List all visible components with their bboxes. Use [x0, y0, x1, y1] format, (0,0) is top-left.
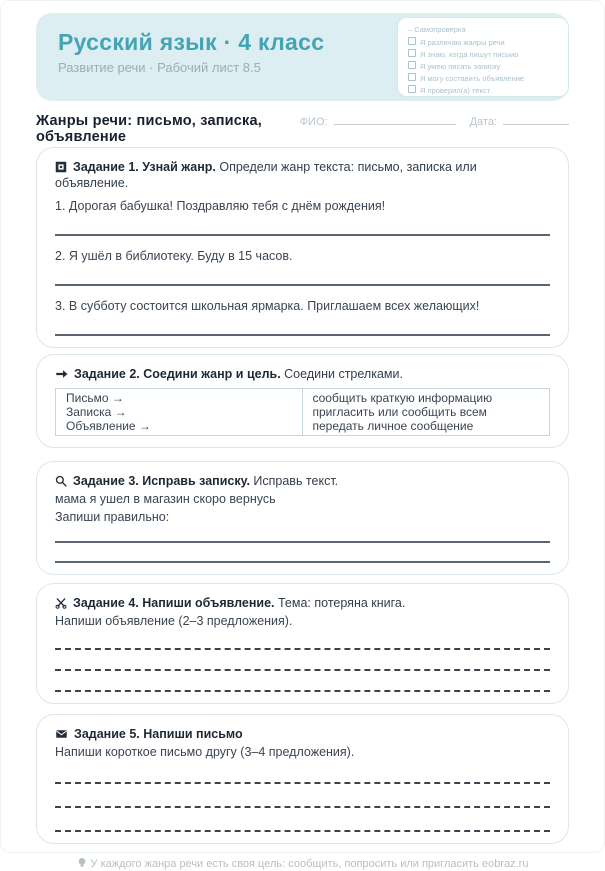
selfcheck-item [408, 85, 558, 97]
match-left-item[interactable]: Объявление → [66, 419, 151, 433]
selfcheck-item-label: Я знаю, когда пишут письмо [420, 50, 519, 59]
match-left-item[interactable]: Записка → [66, 405, 127, 419]
task-5-header [55, 726, 550, 742]
task-title: Задание 2. Соедини жанр и цель. [74, 367, 285, 381]
task-1-header [55, 159, 550, 191]
task-desc: Исправь текст. [253, 474, 339, 488]
prompt-text: Напиши короткое письмо другу (3–4 предложения). [55, 745, 355, 759]
selfcheck-item-label: Я различаю жанры речи [420, 38, 505, 47]
match-right-column [303, 389, 550, 435]
task-1-item: 1. Дорогая бабушка! Поздравляю тебя с днём рождения! [55, 199, 386, 213]
write-line-dashed[interactable] [55, 669, 550, 671]
task-title: Задание 3. Исправь записку. [73, 474, 254, 488]
write-line-dashed[interactable] [55, 690, 550, 692]
meta-fields [300, 113, 569, 128]
task-2-header [55, 366, 550, 382]
task-title: Задание 4. Напиши объявление. [73, 596, 278, 610]
page-title: Русский язык · 4 класс [58, 29, 325, 55]
answer-line[interactable] [55, 561, 550, 563]
fio-label: ФИО: [299, 116, 328, 128]
lightbulb-icon [77, 857, 87, 869]
task-title: Задание 5. Напиши письмо [74, 727, 243, 741]
task-desc: Определи жанр текста: письмо, записка или объявление. [55, 160, 477, 190]
task-desc: Соедини стрелками. [284, 367, 403, 381]
selfcheck-item-label: Я могу составить объявление [420, 74, 525, 83]
match-right-item[interactable]: сообщить краткую информацию [312, 391, 493, 405]
footer-note [36, 857, 569, 871]
task-4-header [55, 595, 550, 611]
answer-line[interactable] [55, 284, 550, 286]
task-card-1 [36, 147, 569, 348]
meta-row [36, 113, 569, 145]
prompt-text: Напиши объявление (2–3 предложения). [55, 614, 293, 628]
note-text: мама я ушел в магазин скоро вернусь [55, 492, 276, 506]
match-right-item[interactable]: передать личное сообщение [312, 419, 474, 433]
task-desc: Тема: потеряна книга. [278, 596, 406, 610]
checkbox-icon[interactable] [408, 85, 416, 93]
filled-square-icon [55, 161, 67, 173]
footer-text: У каждого жанра речи есть своя цель: сообщить, попросить или пригласить [90, 858, 479, 870]
page-subtitle: Развитие речи · Рабочий лист 8.5 [58, 60, 261, 75]
task-1-item: 3. В субботу состоится школьная ярмарка. Приглашаем всех желающих! [55, 299, 480, 313]
task-1-item: 2. Я ушёл в библиотеку. Буду в 15 часов. [55, 249, 293, 263]
selfcheck-card [397, 17, 569, 97]
write-line-dashed[interactable] [55, 830, 550, 832]
checkbox-icon[interactable] [408, 49, 416, 57]
task-3-header [55, 473, 550, 489]
selfcheck-item [408, 49, 558, 61]
answer-line[interactable] [55, 234, 550, 236]
arrow-right-icon [55, 368, 68, 380]
selfcheck-item [408, 73, 558, 85]
write-line-dashed[interactable] [55, 806, 550, 808]
write-line-dashed[interactable] [55, 782, 550, 784]
header-card [36, 13, 569, 101]
write-line-dashed[interactable] [55, 648, 550, 650]
checkbox-icon[interactable] [408, 73, 416, 81]
fio-line[interactable] [334, 113, 456, 125]
answer-line[interactable] [55, 541, 550, 543]
selfcheck-title: – Самопроверка [408, 25, 466, 34]
selfcheck-item-label: Я проверил(а) текст [420, 86, 491, 95]
match-right-item[interactable]: пригласить или сообщить всем [312, 405, 487, 419]
selfcheck-item [408, 61, 558, 73]
checkbox-icon[interactable] [408, 61, 416, 69]
magnifier-icon [55, 475, 67, 487]
selfcheck-item [408, 37, 558, 49]
task-card-2 [36, 354, 569, 448]
worksheet-title: Жанры речи: письмо, записка, объявление [36, 113, 262, 145]
task-card-4 [36, 583, 569, 704]
checkbox-icon[interactable] [408, 37, 416, 45]
footer-brand: eobraz.ru [481, 858, 529, 870]
task-title: Задание 1. Узнай жанр. [73, 160, 220, 174]
prompt-text: Запиши правильно: [55, 510, 170, 524]
date-line[interactable] [503, 113, 569, 125]
match-left-item[interactable]: Письмо → [66, 391, 124, 405]
task-card-3 [36, 461, 569, 575]
date-label: Дата: [469, 116, 497, 128]
scissors-icon [55, 597, 67, 609]
answer-line[interactable] [55, 334, 550, 336]
envelope-icon [55, 728, 68, 740]
selfcheck-item-label: Я умею писать записку [420, 62, 501, 71]
task-card-5 [36, 714, 569, 844]
match-table [55, 388, 550, 436]
match-left-column [56, 389, 303, 435]
